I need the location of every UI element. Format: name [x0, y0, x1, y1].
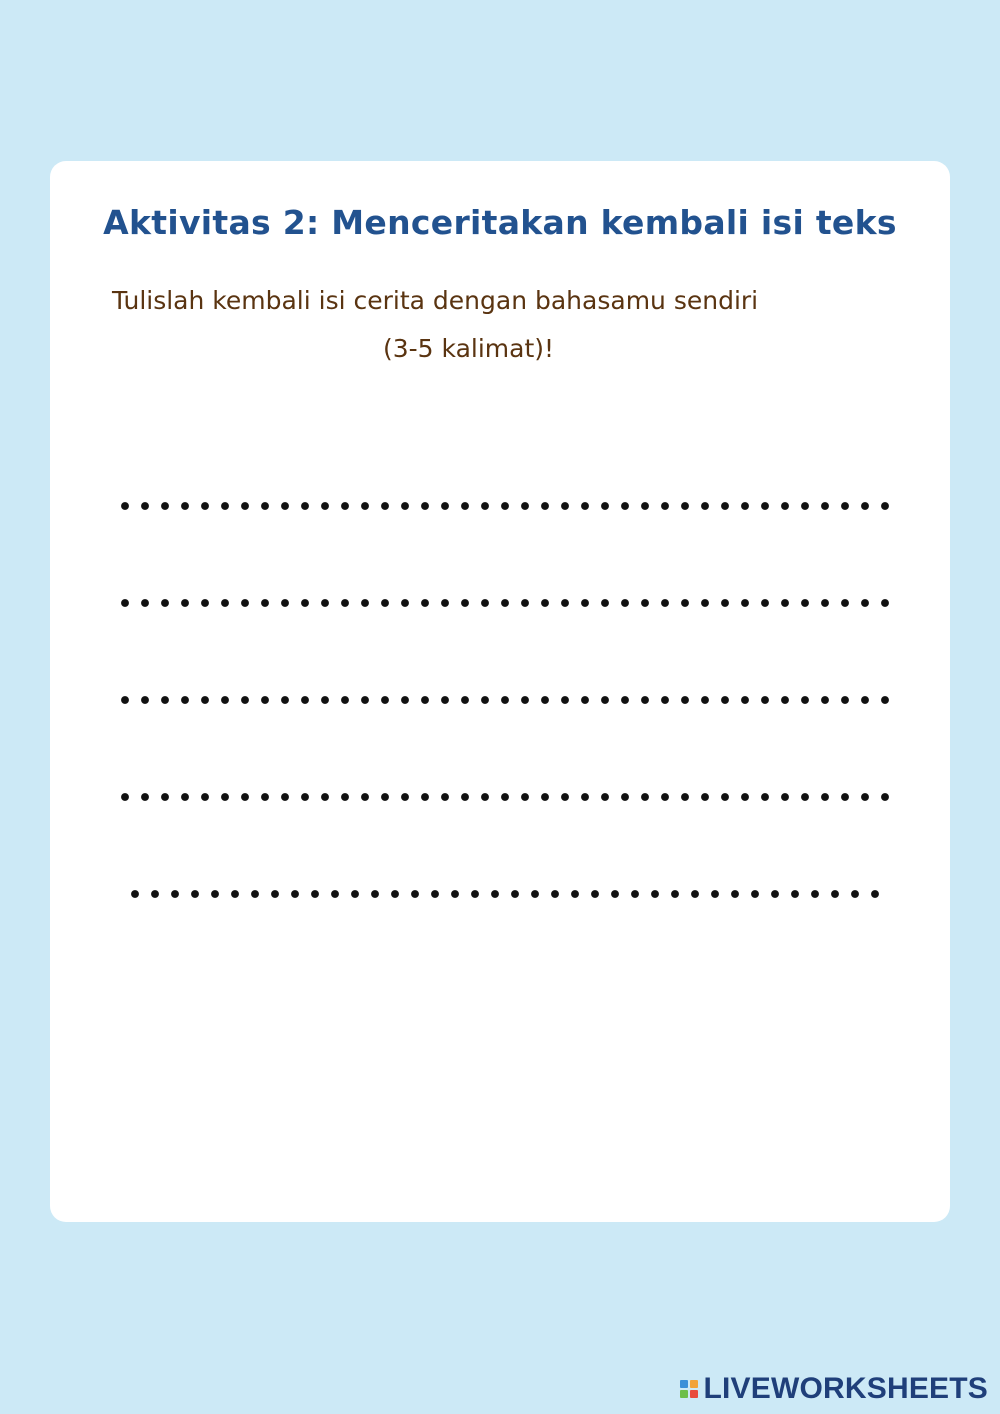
- liveworksheets-brand: [680, 1372, 989, 1406]
- brand-name: LIVEWORKSHEETS: [703, 1372, 988, 1405]
- answer-line-5[interactable]: [130, 888, 890, 900]
- answer-line-1[interactable]: [120, 500, 900, 512]
- worksheet-card: [50, 161, 950, 1222]
- instruction-line-2: (3-5 kalimat)!: [383, 334, 555, 363]
- answer-line-4[interactable]: [120, 791, 900, 803]
- answer-line-2[interactable]: [120, 597, 900, 609]
- liveworksheets-logo-icon: [680, 1380, 698, 1398]
- page-title: Aktivitas 2: Menceritakan kembali isi teks: [103, 203, 897, 242]
- instruction-line-1: Tulislah kembali isi cerita dengan bahasamu sendiri: [112, 286, 759, 315]
- answer-line-3[interactable]: [120, 694, 900, 706]
